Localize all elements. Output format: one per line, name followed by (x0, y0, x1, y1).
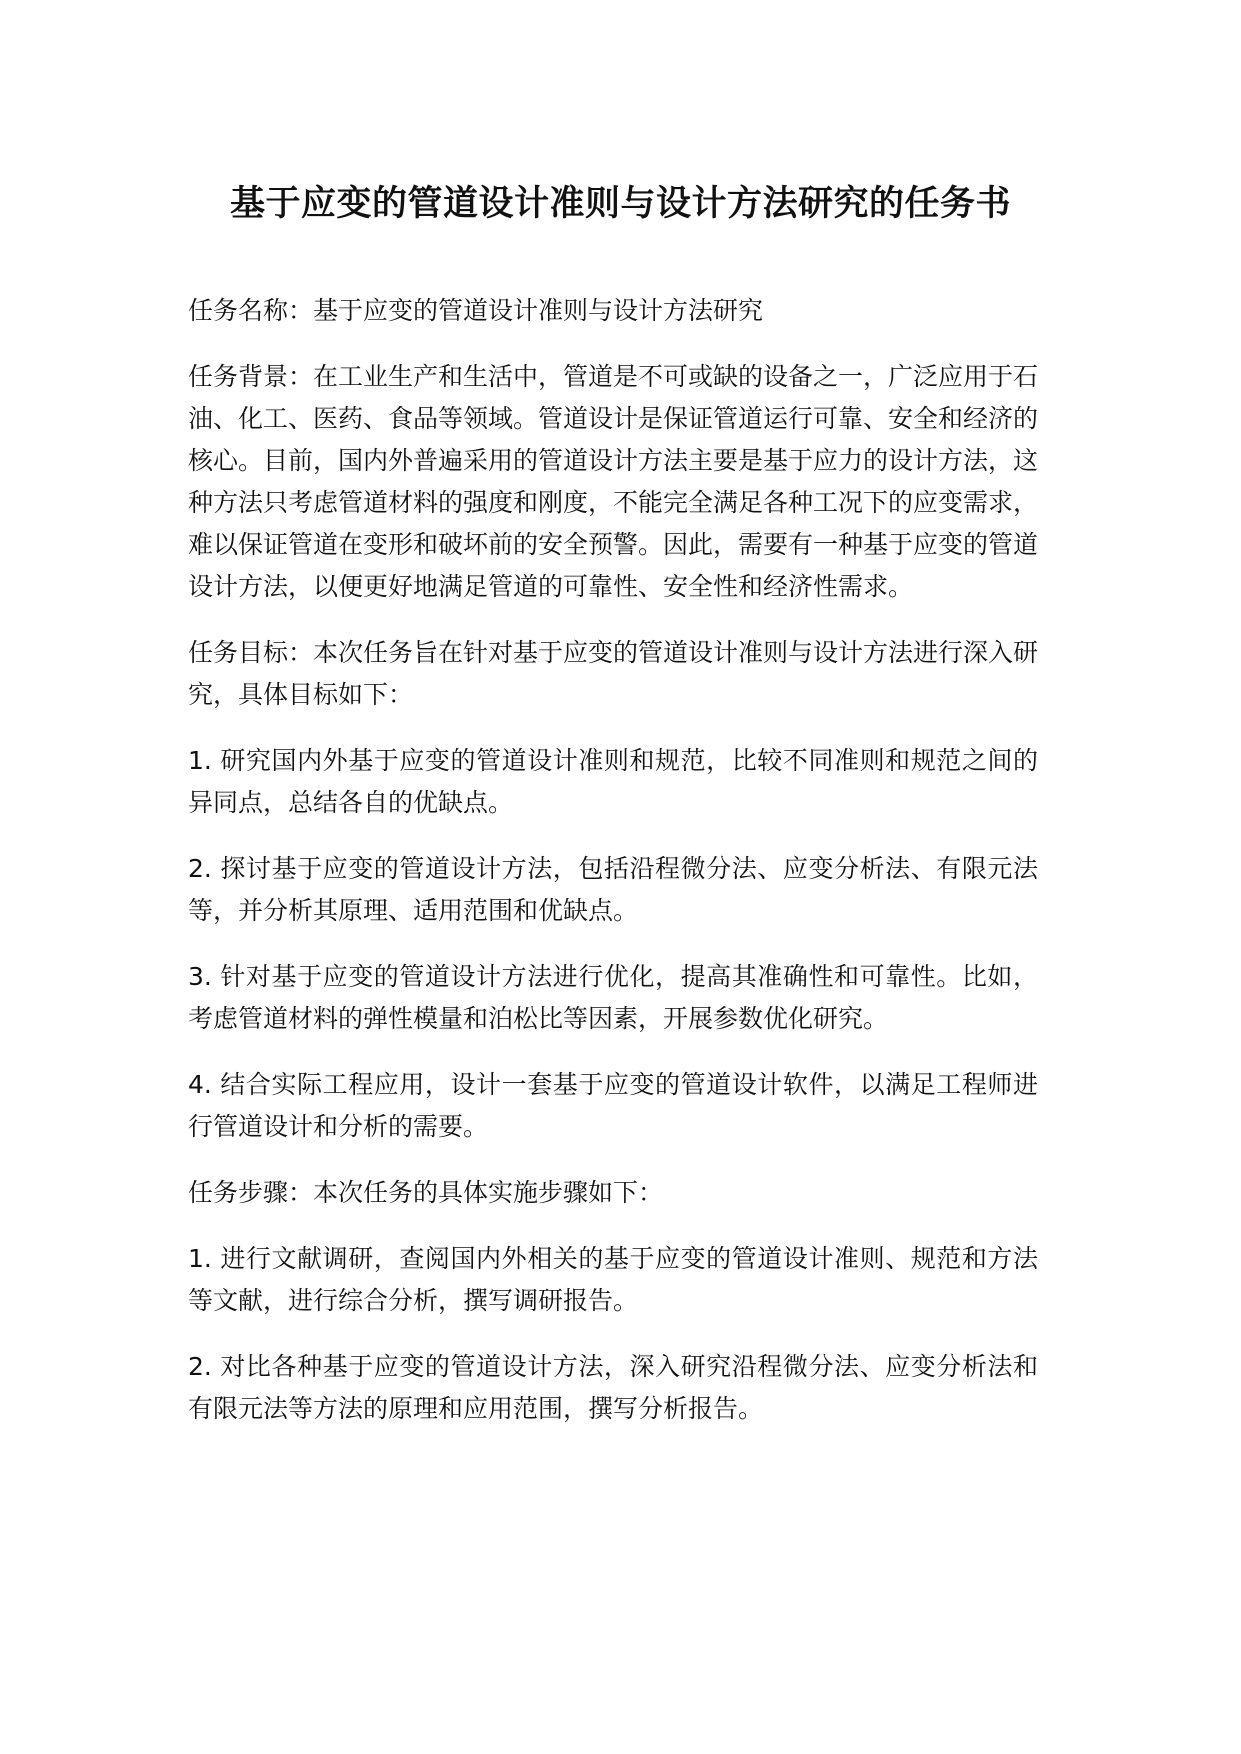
task-steps-paragraph: 任务步骤：本次任务的具体实施步骤如下： (188, 1178, 664, 1207)
task-name-paragraph: 任务名称：基于应变的管道设计准则与设计方法研究 (188, 296, 764, 325)
document-body (188, 290, 1038, 1454)
goal-item-4: 4. 结合实际工程应用，设计一套基于应变的管道设计软件，以满足工程师进行管道设计和分析的需要。 (188, 1070, 1038, 1141)
task-goal-paragraph: 任务目标：本次任务旨在针对基于应变的管道设计准则与设计方法进行深入研究，具体目标如下： (188, 638, 1039, 709)
goal-item-2: 2. 探讨基于应变的管道设计方法，包括沿程微分法、应变分析法、有限元法等，并分析其原理、适用范围和优缺点。 (188, 854, 1038, 925)
task-background-paragraph: 任务背景：在工业生产和生活中，管道是不可或缺的设备之一，广泛应用于石油、化工、医药、食品等领域。管道设计是保证管道运行可靠、安全和经济的核心。目前，国内外普遍采用的管道设计方法主要是基于应力的设计方法，这种方法只考虑管道材料的强度和刚度，不能完全满足各种工况下的应变需求，难以保证管道在变形和破坏前的安全预警。因此，需要有一种基于应变的管道设计方法，以便更好地满足管道的可靠性、安全性和经济性需求。 (188, 362, 1039, 601)
document-title: 基于应变的管道设计准则与设计方法研究的任务书 (229, 184, 1011, 224)
goal-item-3: 3. 针对基于应变的管道设计方法进行优化，提高其准确性和可靠性。比如，考虑管道材料的弹性模量和泊松比等因素，开展参数优化研究。 (188, 962, 1038, 1033)
step-item-2: 2. 对比各种基于应变的管道设计方法，深入研究沿程微分法、应变分析法和有限元法等方法的原理和应用范围，撰写分析报告。 (188, 1352, 1038, 1423)
goal-item-1: 1. 研究国内外基于应变的管道设计准则和规范，比较不同准则和规范之间的异同点，总结各自的优缺点。 (188, 746, 1038, 817)
step-item-1: 1. 进行文献调研，查阅国内外相关的基于应变的管道设计准则、规范和方法等文献，进行综合分析，撰写调研报告。 (188, 1244, 1038, 1315)
